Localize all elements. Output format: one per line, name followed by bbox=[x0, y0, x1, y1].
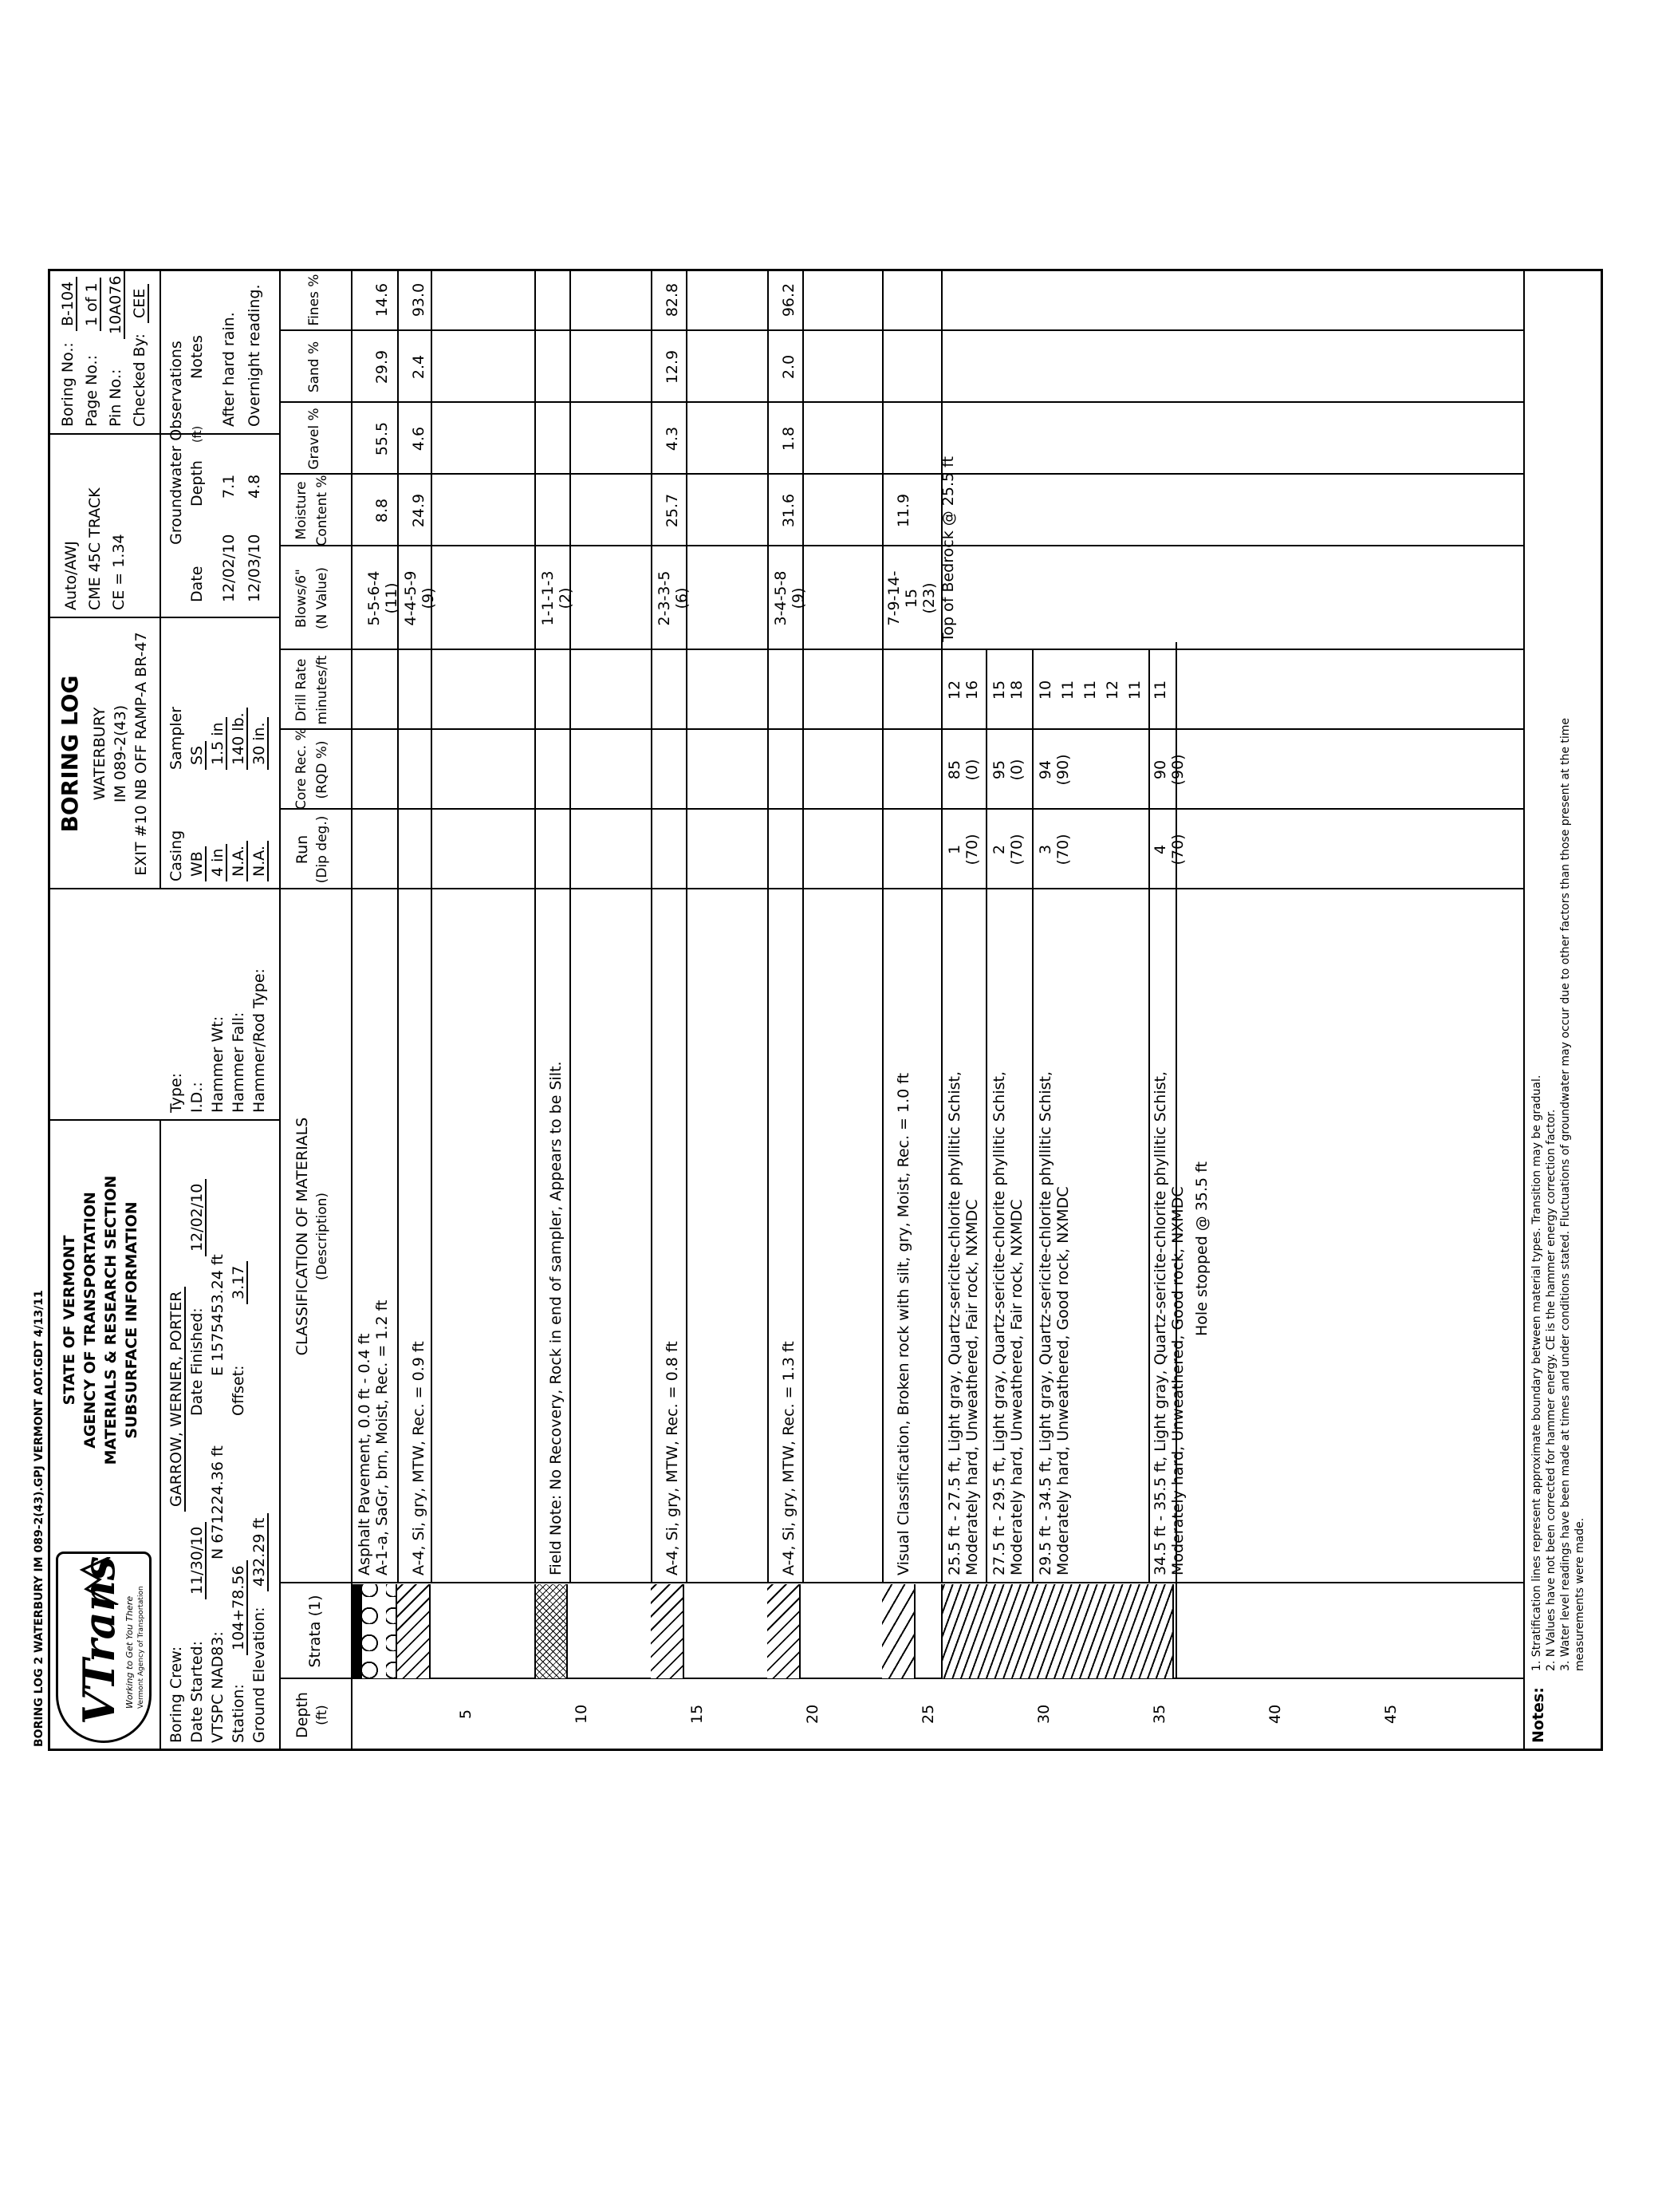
depth-tick-5: 5 bbox=[457, 1709, 475, 1719]
col-run: Run bbox=[293, 834, 311, 865]
col-core-rec: Core Rec. % bbox=[293, 727, 309, 810]
project-number: IM 089-2(43) bbox=[112, 704, 129, 803]
fines-5: 96.2 bbox=[780, 282, 798, 317]
depth-tick-10: 10 bbox=[573, 1704, 590, 1724]
col-depth-unit: (ft) bbox=[314, 1705, 330, 1725]
agency-line-1: STATE OF VERMONT bbox=[61, 1235, 78, 1406]
run-3: 3 bbox=[1037, 844, 1054, 855]
sampler-type: SS bbox=[190, 741, 207, 770]
agency-line-3: MATERIALS & RESEARCH SECTION bbox=[102, 1175, 120, 1465]
agency-line-4: SUBSURFACE INFORMATION bbox=[123, 1201, 140, 1439]
boring-log-sheet bbox=[32, 267, 1627, 1751]
col-classification-sub: (Description) bbox=[314, 1192, 330, 1281]
blows-1: 5-5-6-4 bbox=[365, 570, 383, 626]
date-finished-value: 12/02/10 bbox=[190, 1179, 207, 1256]
depth-tick-45: 45 bbox=[1382, 1704, 1400, 1724]
project-town: WATERBURY bbox=[91, 707, 108, 801]
n-value-6: (23) bbox=[920, 582, 938, 614]
offset-label: Offset: bbox=[230, 1365, 247, 1416]
checked-by-label: Checked By: bbox=[131, 333, 148, 427]
gw-row-2-depth: 4.8 bbox=[246, 474, 263, 499]
strata-gravel bbox=[362, 1584, 397, 1678]
sample-desc-2: A-4, Si, gry, MTW, Rec. = 0.9 ft bbox=[410, 1341, 427, 1575]
strata-broken-rock bbox=[882, 1584, 916, 1678]
hole-stopped: Hole stopped @ 35.5 ft bbox=[1193, 1161, 1211, 1336]
agency-line-2: AGENCY OF TRANSPORTATION bbox=[81, 1192, 99, 1449]
sample-desc-3: Field Note: No Recovery, Rock in end of sampler, Appears to be Silt. bbox=[547, 1061, 565, 1575]
boring-crew-label: Boring Crew: bbox=[167, 1646, 185, 1743]
blows-5: 3-4-5-8 bbox=[772, 570, 790, 626]
date-started-value: 11/30/10 bbox=[190, 1522, 207, 1599]
core-rec-1: 85 bbox=[946, 759, 963, 780]
rqd-3: (90) bbox=[1054, 754, 1072, 786]
vtrans-logo bbox=[56, 1552, 152, 1743]
depth-tick-30: 30 bbox=[1035, 1704, 1053, 1724]
project-description: EXIT #10 NB OFF RAMP-A BR-47 bbox=[132, 632, 150, 876]
core-rec-4: 90 bbox=[1152, 759, 1169, 780]
col-strata: Strata (1) bbox=[306, 1595, 324, 1668]
casing-type: WB bbox=[190, 846, 207, 881]
blows-6: 7-9-14- bbox=[885, 570, 903, 626]
sampler-header: Sampler bbox=[167, 706, 185, 770]
rock-run-3-desc2: Moderately hard, Unweathered, Good rock, NXMDC bbox=[1054, 1186, 1072, 1575]
col-fines: Fines % bbox=[306, 274, 322, 326]
col-gravel: Gravel % bbox=[306, 408, 322, 470]
rqd-4: (90) bbox=[1169, 754, 1187, 786]
col-blows-sub: (N Value) bbox=[314, 566, 330, 630]
sampler-hammer-fall: 30 in. bbox=[252, 717, 269, 770]
depth-tick-15: 15 bbox=[688, 1704, 706, 1724]
ground-elevation-value: 432.29 ft bbox=[252, 1513, 269, 1591]
depth-tick-40: 40 bbox=[1266, 1704, 1284, 1724]
col-core-rec-sub: (RQD %) bbox=[314, 740, 330, 799]
sample-desc-5: A-4, Si, gry, MTW, Rec. = 1.3 ft bbox=[780, 1341, 798, 1575]
core-rec-3: 94 bbox=[1037, 759, 1054, 780]
sample-desc-6: Visual Classification, Broken rock with silt, gry, Moist, Rec. = 1.0 ft bbox=[895, 1072, 912, 1575]
drill-rate-3c: 11 bbox=[1081, 680, 1099, 700]
sheet-frame bbox=[48, 269, 1603, 1751]
strata-silt-2 bbox=[651, 1584, 684, 1678]
drill-rate-3d: 12 bbox=[1104, 680, 1121, 700]
offset-value: 3.17 bbox=[231, 1261, 248, 1304]
hammer-rod-value: Auto/AWJ bbox=[62, 541, 80, 610]
casing-hammer-wt: N.A. bbox=[231, 841, 248, 881]
strata-no-recovery bbox=[534, 1584, 568, 1678]
n-value-4: (6) bbox=[673, 587, 691, 609]
logo-subtagline: Vermont Agency of Transportation bbox=[137, 1586, 145, 1709]
col-run-sub: (Dip deg.) bbox=[314, 815, 330, 884]
col-depth: Depth bbox=[293, 1692, 311, 1738]
date-started-label: Date Started: bbox=[188, 1640, 206, 1743]
note-1: 1. Stratification lines represent approximate boundary between material types. Transition may be gradual. bbox=[1530, 1074, 1543, 1671]
col-blows: Blows/6" bbox=[293, 569, 309, 628]
casing-header: Casing bbox=[167, 830, 185, 881]
run-1: 1 bbox=[946, 844, 963, 855]
blows-3: 1-1-1-3 bbox=[539, 570, 557, 626]
gravel-4: 4.3 bbox=[664, 426, 681, 451]
moisture-4: 25.7 bbox=[664, 493, 681, 528]
boring-log-title: BORING LOG bbox=[57, 675, 83, 833]
vtspc-label: VTSPC NAD83: bbox=[209, 1631, 226, 1743]
drill-rate-2b: 18 bbox=[1008, 680, 1026, 700]
blows-2: 4-4-5-9 bbox=[402, 570, 419, 626]
run-2-dip: (70) bbox=[1008, 834, 1026, 865]
moisture-6: 11.9 bbox=[895, 493, 912, 528]
gw-depth-header: Depth bbox=[188, 460, 206, 507]
moisture-2: 24.9 bbox=[410, 493, 427, 528]
rock-run-3-desc1: 29.5 ft - 34.5 ft, Light gray, Quartz-sericite-chlorite phyllitic Schist, bbox=[1037, 1071, 1054, 1575]
fines-4: 82.8 bbox=[664, 282, 681, 317]
drill-rate-3a: 10 bbox=[1037, 680, 1054, 700]
hammer-rod-label: Hammer/Rod Type: bbox=[250, 968, 268, 1113]
n-value-3: (2) bbox=[557, 587, 574, 609]
drill-rate-3e: 11 bbox=[1126, 680, 1144, 700]
station-value: 104+78.56 bbox=[231, 1560, 248, 1655]
n-value-5: (9) bbox=[790, 587, 807, 609]
casing-hammer-fall: N.A. bbox=[252, 841, 269, 881]
rock-run-2-desc2: Moderately hard, Unweathered, Fair rock, NXMDC bbox=[1008, 1199, 1026, 1575]
strata-silt-3 bbox=[767, 1584, 801, 1678]
checked-by-value: CEE bbox=[132, 284, 149, 323]
sand-5: 2.0 bbox=[780, 354, 798, 380]
run-2: 2 bbox=[991, 844, 1008, 855]
drill-rate-1b: 16 bbox=[963, 680, 981, 700]
depth-tick-25: 25 bbox=[920, 1704, 937, 1724]
gravel-5: 1.8 bbox=[780, 426, 798, 451]
gw-notes-header: Notes bbox=[188, 335, 206, 379]
hammer-wt-label: Hammer Wt: bbox=[209, 1015, 226, 1113]
ground-elevation-label: Ground Elevation: bbox=[250, 1607, 268, 1743]
sample-desc-4: A-4, Si, gry, MTW, Rec. = 0.8 ft bbox=[664, 1341, 681, 1575]
rock-run-4-desc2: Moderately hard, Unweathered, Good rock, NXMDC bbox=[1169, 1186, 1187, 1575]
file-strip: BORING LOG 2 WATERBURY IM 089-2(43).GPJ VERMONT AOT.GDT 4/13/11 bbox=[33, 1290, 45, 1747]
rock-run-2-desc1: 27.5 ft - 29.5 ft, Light gray, Quartz-sericite-chlorite phyllitic Schist, bbox=[991, 1071, 1008, 1575]
logo-tagline: Working to Get You There bbox=[124, 1595, 135, 1709]
strata-silt-1 bbox=[397, 1584, 431, 1678]
sand-4: 12.9 bbox=[664, 349, 681, 384]
logo-main: VTrans bbox=[73, 1555, 124, 1725]
gw-row-2-notes: Overnight reading. bbox=[246, 284, 263, 427]
moisture-5: 31.6 bbox=[780, 493, 798, 528]
mountain-icon bbox=[74, 1557, 122, 1605]
easting-value: E 1575453.24 ft bbox=[209, 1254, 226, 1376]
fines-2: 93.0 bbox=[410, 282, 427, 317]
depth-tick-35: 35 bbox=[1151, 1704, 1168, 1724]
col-classification: CLASSIFICATION OF MATERIALS bbox=[293, 1117, 311, 1356]
drill-rate-3b: 11 bbox=[1059, 680, 1077, 700]
station-label: Station: bbox=[230, 1684, 247, 1743]
gw-row-2-date: 12/03/10 bbox=[246, 534, 263, 602]
run-4: 4 bbox=[1152, 844, 1169, 855]
type-label: Type: bbox=[167, 1072, 185, 1113]
pin-no-value: 10A076 bbox=[108, 271, 125, 339]
sample-desc-1: A-1-a, SaGr, brn, Moist, Rec. = 1.2 ft bbox=[373, 1299, 391, 1575]
casing-id: 4 in bbox=[211, 844, 227, 881]
drill-rate-4a: 11 bbox=[1152, 680, 1169, 700]
rqd-2: (0) bbox=[1008, 759, 1026, 781]
page-no-value: 1 of 1 bbox=[85, 278, 101, 331]
sampler-id: 1.5 in bbox=[211, 717, 227, 770]
gravel-1: 55.5 bbox=[373, 421, 391, 456]
run-1-dip: (70) bbox=[963, 834, 981, 865]
rig-value: CME 45C TRACK bbox=[86, 487, 104, 610]
gravel-2: 4.6 bbox=[410, 426, 427, 451]
rock-run-1-desc2: Moderately hard, Unweathered, Fair rock, NXMDC bbox=[963, 1199, 981, 1575]
gw-row-1-date: 12/02/10 bbox=[220, 534, 238, 602]
id-label: I.D.: bbox=[188, 1082, 206, 1113]
ce-value: CE = 1.34 bbox=[110, 534, 128, 610]
core-rec-2: 95 bbox=[991, 759, 1008, 780]
note-2: 2. N Values have not been corrected for hammer energy. CE is the hammer energy correction factor. bbox=[1545, 1109, 1558, 1671]
strata-asphalt bbox=[352, 1584, 362, 1678]
gw-date-header: Date bbox=[188, 566, 206, 602]
note-3: 3. Water level readings have been made at times and under conditions stated. Fluctuations of groundwater may occur due to other factors than those present at the time bbox=[1559, 717, 1572, 1671]
page-no-label: Page No.: bbox=[83, 355, 100, 427]
rock-run-4-desc1: 34.5 ft - 35.5 ft, Light gray, Quartz-sericite-chlorite phyllitic Schist, bbox=[1152, 1071, 1169, 1575]
moisture-1: 8.8 bbox=[373, 498, 391, 523]
boring-crew-value: GARROW, WERNER, PORTER bbox=[169, 1287, 186, 1512]
northing-value: N 671224.36 ft bbox=[209, 1445, 226, 1559]
gw-row-1-depth: 7.1 bbox=[220, 474, 238, 499]
sample-desc-asphalt: Asphalt Pavement, 0.0 ft - 0.4 ft bbox=[356, 1333, 373, 1575]
drill-rate-1a: 12 bbox=[946, 680, 963, 700]
run-4-dip: (70) bbox=[1169, 834, 1187, 865]
sand-1: 29.9 bbox=[373, 349, 391, 384]
blows-4: 2-3-3-5 bbox=[656, 570, 673, 626]
col-moisture-sub: Content % bbox=[314, 475, 330, 546]
rock-run-1-desc1: 25.5 ft - 27.5 ft, Light gray, Quartz-sericite-chlorite phyllitic Schist, bbox=[946, 1071, 963, 1575]
col-drill-rate-sub: minutes/ft bbox=[314, 655, 330, 725]
rqd-1: (0) bbox=[963, 759, 981, 781]
col-moisture: Moisture bbox=[293, 481, 309, 540]
gw-row-1-notes: After hard rain. bbox=[220, 312, 238, 427]
note-4: measurements were made. bbox=[1573, 1517, 1586, 1671]
pin-no-label: Pin No.: bbox=[107, 369, 124, 427]
col-sand: Sand % bbox=[306, 341, 322, 393]
n-value-2: (9) bbox=[419, 587, 437, 609]
run-3-dip: (70) bbox=[1054, 834, 1072, 865]
notes-label: Notes: bbox=[1530, 1687, 1547, 1743]
depth-tick-20: 20 bbox=[804, 1704, 821, 1724]
n-value-1: (11) bbox=[383, 582, 400, 614]
drill-rate-2a: 15 bbox=[991, 680, 1008, 700]
col-drill-rate: Drill Rate bbox=[293, 658, 309, 722]
top-of-bedrock: Top of Bedrock @ 25.5 ft bbox=[939, 456, 957, 642]
boring-no-value: B-104 bbox=[61, 277, 77, 331]
sampler-hammer-wt: 140 lb. bbox=[231, 708, 248, 770]
boring-no-label: Boring No.: bbox=[59, 342, 77, 427]
blows-6-last: 15 bbox=[903, 588, 920, 609]
groundwater-title: Groundwater Observations bbox=[167, 341, 185, 545]
fines-1: 14.6 bbox=[373, 282, 391, 317]
sand-2: 2.4 bbox=[410, 354, 427, 380]
hammer-fall-label: Hammer Fall: bbox=[230, 1011, 247, 1113]
date-finished-label: Date Finished: bbox=[188, 1307, 206, 1416]
gw-depth-unit: (ft) bbox=[191, 425, 204, 443]
strata-schist bbox=[941, 1584, 1174, 1678]
